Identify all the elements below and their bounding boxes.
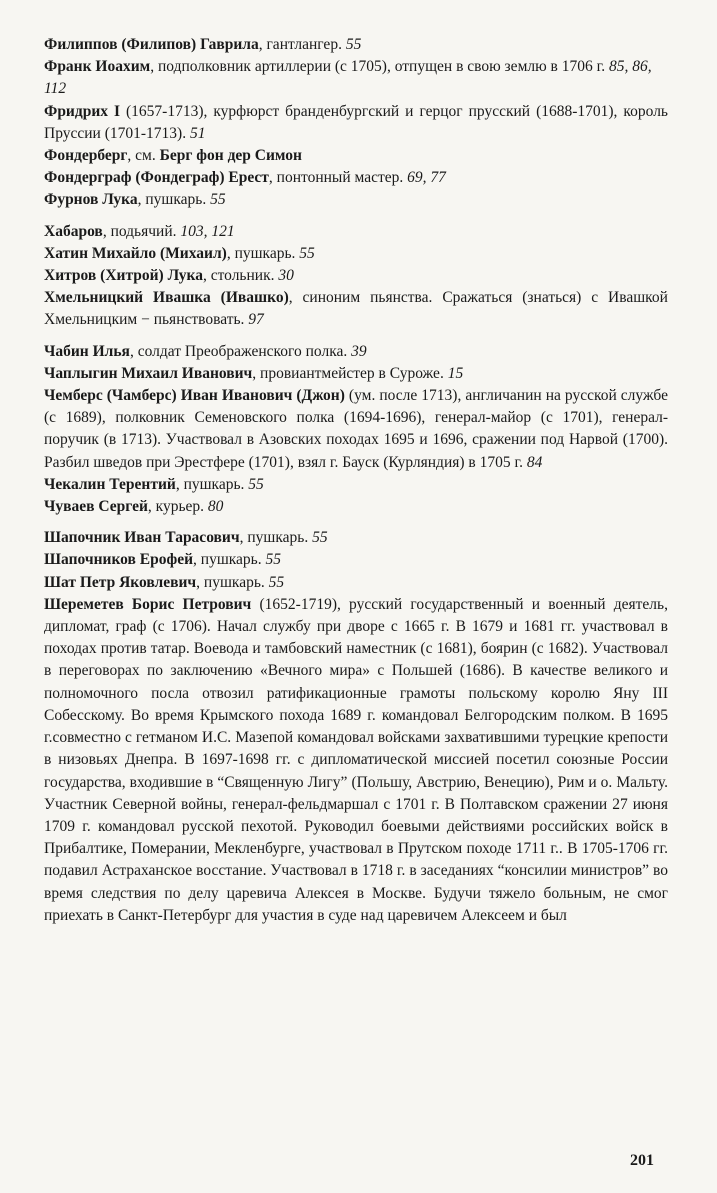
entry-pages: 55 [268, 573, 285, 591]
entry-pages: 39 [351, 342, 367, 360]
entry-heading: Фондерберг [44, 147, 128, 165]
entry-pages: 30 [278, 267, 294, 285]
entry-pages: 55 [345, 36, 362, 53]
entry-pages: 69, 77 [407, 169, 446, 187]
entry-text: (1652-1719), русский государственный и военный деятель, дипломат, граф (с 1706). Начал службу при дворе с 1665 г. В 1679 и 1681 гг. участвовал в походах против татар. Воевода и тамбовский наместник (с 1681), боярин (с 1682). Участвовал в переговорах по заключению «Вечного мира» с Польшей (1686). В качестве великого и полномочного посла отвозил ратификационные грамоты польскому королю Яну III Собесскому. Во время Крымского похода 1689 г. командовал Белгородским полком. В 1695 г.совместно с гетманом И.С. Мазепой командовал войсками захватившими турецкие крепости в низовьях Днепра. В 1697-1698 гг. с дипломатической миссией посетил союзные России государства, входившие в “Священную Лигу” (Польшу, Австрию, Венецию), Рим и о. Мальту. Участник Северной войны, генерал-фельдмаршал с 1701 г. В Полтавском сражении 27 июня 1709 г. командовал русской пехотой. Руководил боевыми действиями российских войск в Прибалтике, Померании, Мекленбурге, участвовал в Прутском походе 1711 г.. В 1705-1706 гг. подавил Астраханское восстание. Участвовал в 1718 г. в заседаниях “консилии министров” во время следствия по делу царевича Алексея в Москве. Будучи тяжело больным, не смог приехать в Санкт-Петербург для участия в суде над царевичем Алексеем и был [44, 595, 668, 924]
index-entry [44, 496, 668, 518]
entry-heading: Хатин Михайло (Михаил) [44, 244, 227, 262]
entry-heading: Франк Иоахим [44, 58, 151, 76]
entry-heading: Чабин Илья [44, 342, 130, 360]
index-entry [44, 363, 668, 385]
index-entry [44, 527, 668, 549]
entry-text: , понтонный мастер. [268, 169, 408, 187]
entry-pages: 85, 86, 112 [44, 58, 652, 98]
entry-text: , пушкарь. [239, 529, 313, 547]
index-entry [44, 474, 668, 496]
index-entry [44, 341, 668, 363]
entry-text: , провиантмейстер в Суроже. [252, 364, 448, 382]
entry-heading: Чаплыгин Михаил Иванович [44, 364, 253, 382]
entry-text: , синоним пьянства. Сражаться (знаться) с Ивашкой Хмельницким − пьянствовать. [44, 289, 668, 329]
index-entry [44, 189, 668, 211]
index-page [44, 34, 668, 927]
entry-heading: Шереметев Борис Петрович [44, 595, 252, 613]
entry-text: , пушкарь. [137, 191, 211, 209]
entry-pages: 84 [526, 453, 543, 471]
entry-heading: Шапочников Ерофей [44, 551, 194, 569]
entry-heading: Фурнов Лука [44, 191, 138, 209]
entry-heading: Чемберс (Чамберс) Иван Иванович (Джон) [44, 387, 345, 405]
entry-heading: Шапочник Иван Тарасович [44, 529, 240, 547]
entry-text: , стольник. [202, 267, 279, 285]
index-entry [44, 145, 668, 167]
entry-text: , пушкарь. [226, 244, 300, 262]
entry-text: , подполковник артиллерии (с 1705), отпущен в свою землю в 1706 г. [150, 58, 609, 76]
entry-text: (1657-1713), курфюрст бранденбургский и герцог прусский (1688-1701), король Пруссии (1701-1713). [44, 102, 669, 142]
entry-text: , подьячий. [102, 222, 181, 240]
page-number: 201 [630, 1152, 654, 1169]
entry-text: , солдат Преображенского полка. [129, 342, 352, 360]
entry-pages: 55 [248, 475, 264, 493]
entry-text: (ум. после 1713), англичанин на русской службе (с 1689), полковник Семеновского полка (1694-1696), генерал-майор (с 1701), генерал-поручик (в 1713). Участвовал в Азовских походах 1695 и 1696, сражении под Нарвой (1700). Разбил шведов при Эрестфере (1701), взял г. Бауск (Курляндия) в 1705 г. [44, 387, 668, 471]
entry-heading: Хабаров [44, 222, 103, 240]
entry-heading: Филиппов (Филипов) Гаврила [44, 36, 259, 53]
entry-text: , пушкарь. [193, 551, 266, 569]
entry-text: , см. [127, 147, 160, 165]
index-entry [44, 167, 668, 189]
index-entry [44, 243, 668, 265]
entry-heading: Хмельницкий Ивашка (Ивашко) [44, 289, 289, 307]
entry-heading: Фридрих I [44, 102, 121, 120]
index-entry [44, 101, 668, 145]
entry-pages: 55 [265, 551, 282, 569]
entry-pages: 55 [299, 244, 315, 262]
index-entry [44, 385, 668, 474]
entry-heading: Чуваев Сергей [44, 498, 148, 516]
entry-text: , курьер. [147, 498, 208, 516]
index-entry [44, 56, 668, 100]
entry-heading: Шат Петр Яковлевич [44, 573, 197, 591]
index-entry [44, 265, 668, 287]
entry-pages: 51 [189, 124, 206, 142]
entry-heading: Хитров (Хитрой) Лука [44, 267, 203, 285]
entry-cross-reference: Берг фон дер Симон [159, 147, 302, 165]
entry-pages: 55 [210, 191, 226, 209]
index-entry [44, 221, 668, 243]
entry-text: , пушкарь. [196, 573, 269, 591]
entry-pages: 15 [447, 364, 464, 382]
entry-pages: 97 [248, 311, 264, 329]
index-entry [44, 594, 668, 927]
index-entry [44, 549, 668, 571]
index-entry [44, 287, 668, 331]
index-entry [44, 572, 668, 594]
index-entry [44, 34, 668, 56]
entry-heading: Фондерграф (Фондеграф) Ерест [44, 169, 269, 187]
entry-pages: 103, 121 [180, 222, 235, 240]
entry-pages: 55 [312, 529, 328, 547]
entry-text: , пушкарь. [175, 475, 249, 493]
entry-heading: Чекалин Терентий [44, 475, 176, 493]
entry-text: , гантлангер. [258, 36, 346, 53]
entry-pages: 80 [207, 498, 224, 516]
